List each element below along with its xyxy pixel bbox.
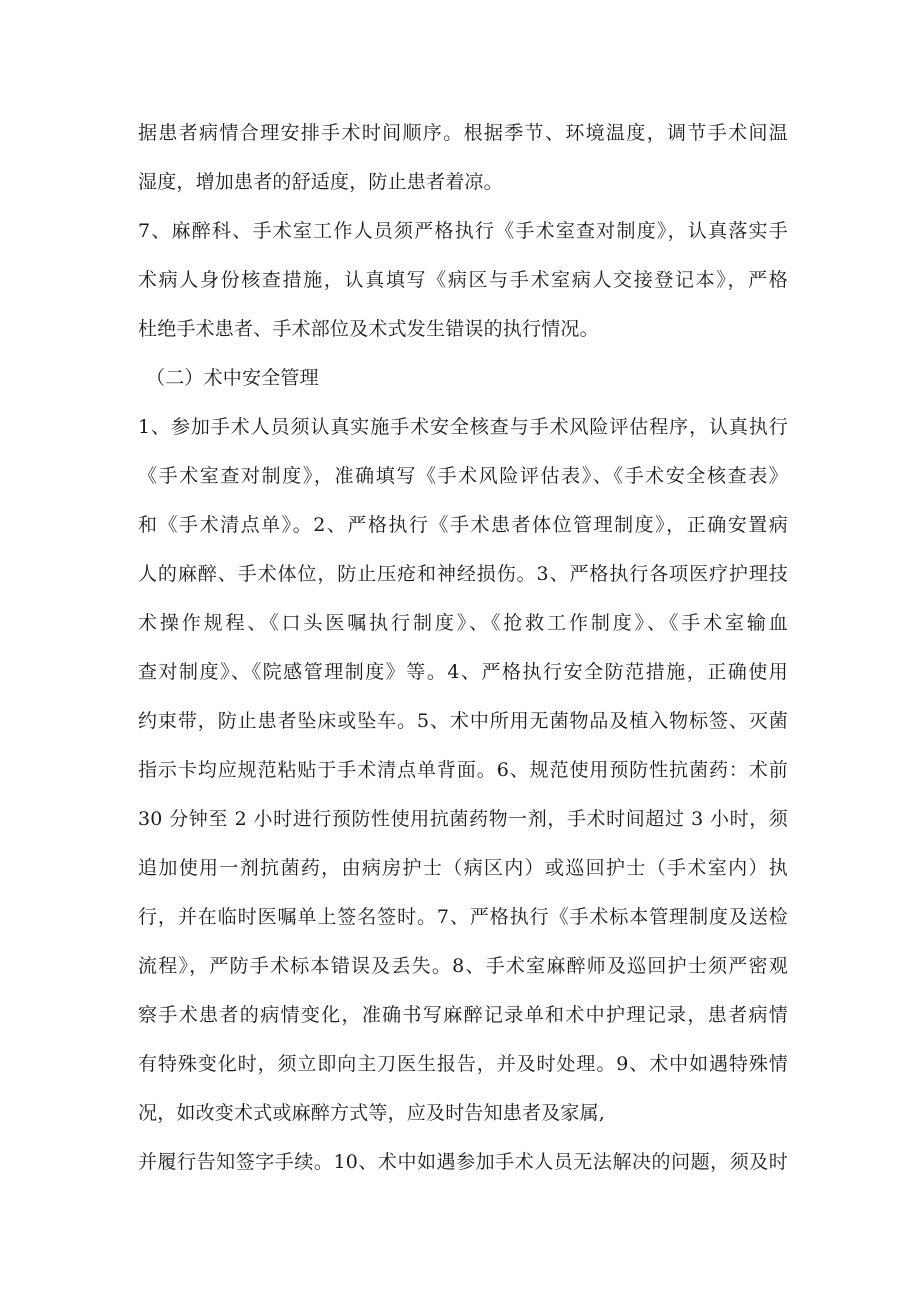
text-line: 行，并在临时医嘱单上签名签时。7、严格执行《手术标本管理制度及送检	[138, 906, 788, 928]
text-line: 查对制度》、《院感管理制度》等。4、严格执行安全防范措施，正确使用	[138, 661, 788, 683]
text-line: 据患者病情合理安排手术时间顺序。根据季节、环境温度，调节手术间温	[138, 122, 788, 144]
text-line: 《手术室查对制度》，准确填写《手术风险评估表》、《手术安全核查表》	[138, 465, 788, 487]
text-line: 1、参加手术人员须认真实施手术安全核查与手术风险评估程序，认真执行	[138, 416, 788, 438]
text-line: 7、麻醉科、手术室工作人员须严格执行《手术室查对制度》，认真落实手	[138, 220, 788, 242]
text-line: 况，如改变术式或麻醉方式等，应及时告知患者及家属,	[138, 1102, 606, 1124]
text-line: 指示卡均应规范粘贴于手术清点单背面。6、规范使用预防性抗菌药：术前	[138, 759, 788, 781]
text-line: 30 分钟至 2 小时进行预防性使用抗菌药物一剂，手术时间超过 3 小时，须	[138, 808, 788, 830]
section-heading: （二）术中安全管理	[146, 367, 319, 389]
text-line: 并履行告知签字手续。10、术中如遇参加手术人员无法解决的问题，须及时	[138, 1151, 788, 1173]
text-line: 湿度，增加患者的舒适度，防止患者着凉。	[138, 171, 503, 193]
text-line: 术病人身份核查措施，认真填写《病区与手术室病人交接登记本》，严格	[138, 269, 788, 291]
text-line: 和《手术清点单》。2、严格执行《手术患者体位管理制度》，正确安置病	[138, 514, 788, 536]
text-line: 约束带，防止患者坠床或坠车。5、术中所用无菌物品及植入物标签、灭菌	[138, 710, 788, 732]
text-line: 察手术患者的病情变化，准确书写麻醉记录单和术中护理记录，患者病情	[138, 1004, 788, 1026]
text-line: 杜绝手术患者、手术部位及术式发生错误的执行情况。	[138, 318, 599, 340]
text-line: 流程》，严防手术标本错误及丢失。8、手术室麻醉师及巡回护士须严密观	[138, 955, 788, 977]
text-line: 术操作规程、《口头医嘱执行制度》、《抢救工作制度》、《手术室输血	[138, 612, 788, 634]
text-line: 追加使用一剂抗菌药，由病房护士（病区内）或巡回护士（手术室内）执	[138, 857, 788, 879]
text-line: 人的麻醉、手术体位，防止压疮和神经损伤。3、严格执行各项医疗护理技	[138, 563, 788, 585]
text-line: 有特殊变化时，须立即向主刀医生报告，并及时处理。9、术中如遇特殊情	[138, 1053, 788, 1075]
